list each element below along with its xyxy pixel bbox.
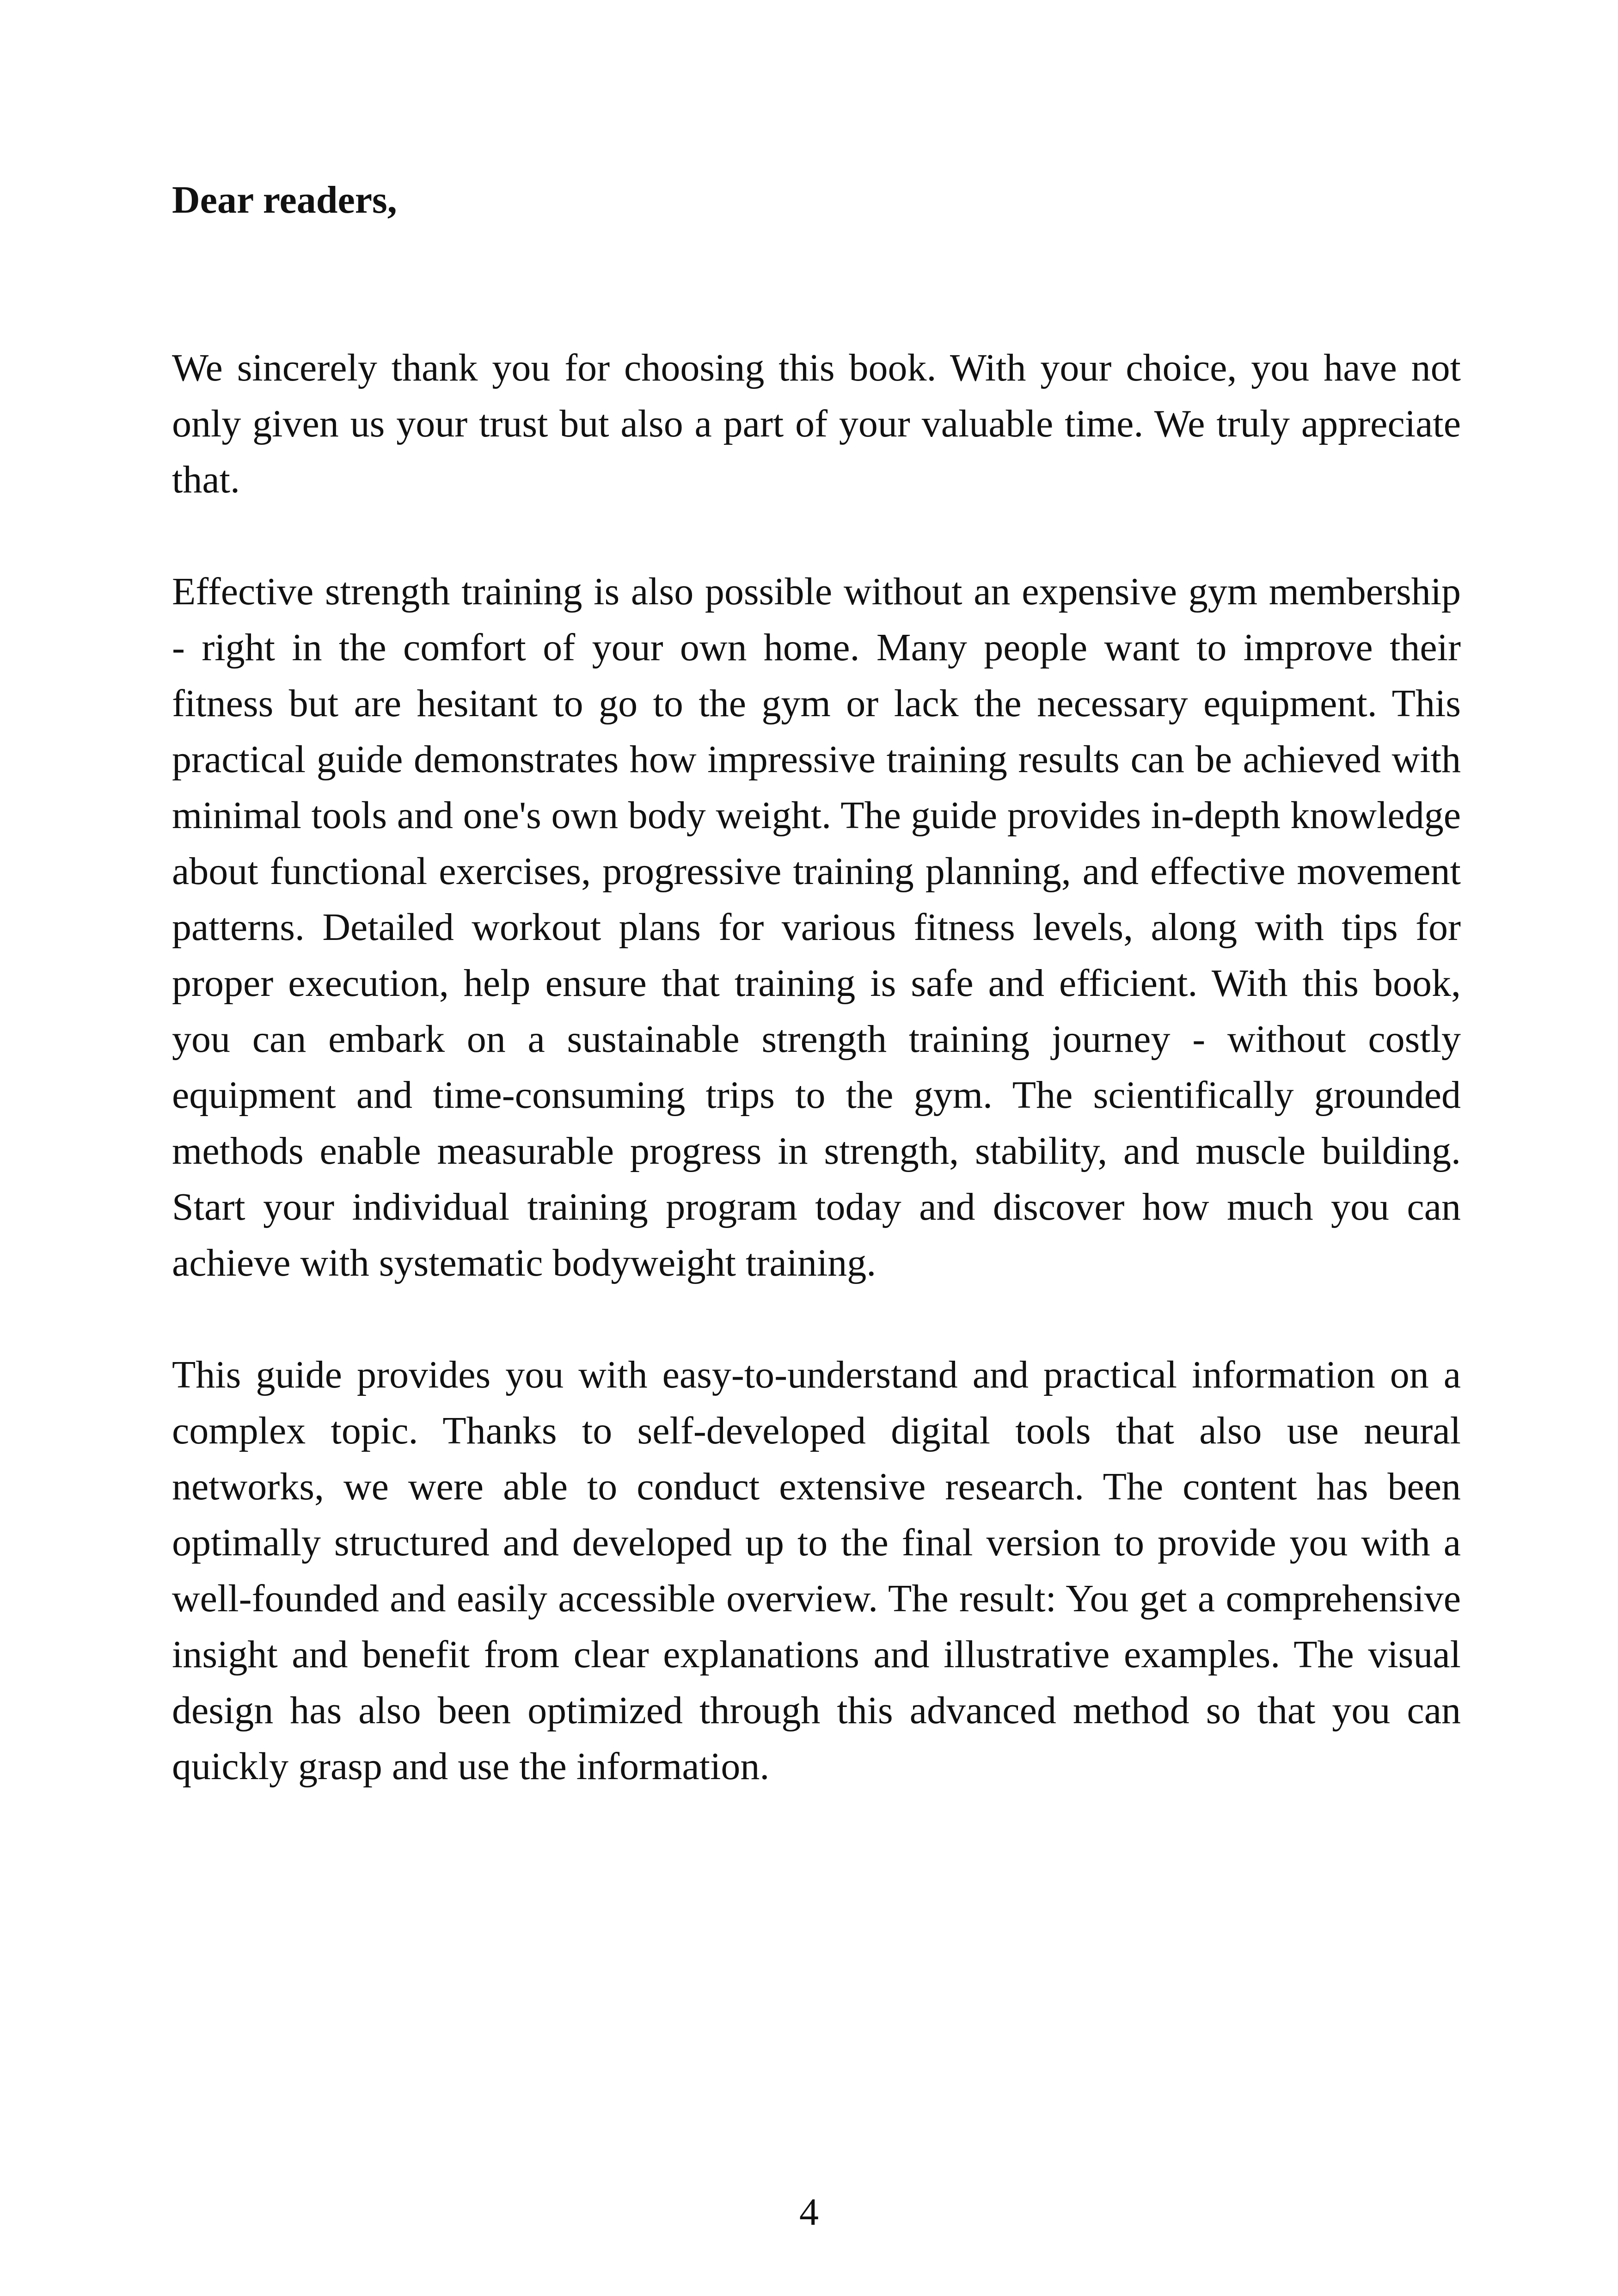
paragraph-thanks: We sincerely thank you for choosing this book. With your choice, you have not only given us your trust but also a part of your valuable time. We truly appreciate that. bbox=[172, 346, 1461, 501]
paragraph-research-method: This guide provides you with easy-to-understand and practical information on a complex topic. Thanks to self-developed digital tools that also use neural networks, we were able to conduct extensive research. The content has been optimally structured and developed up to the final version to provide you with a well-founded and easily accessible overview. The result: You get a comprehensive insight and benefit from clear explanations and illustrative examples. The visual design has also been optimized through this advanced method so that you can quickly grasp and use the information. bbox=[172, 1353, 1461, 1788]
letter-body bbox=[172, 340, 1461, 1850]
paragraph-book-overview: Effective strength training is also possible without an expensive gym membership - right in the comfort of your own home. Many people want to improve their fitness but are hesitant to go to the gym or lack the necessary equipment. This practical guide demonstrates how impressive training results can be achieved with minimal tools and one's own body weight. The guide provides in-depth knowledge about functional exercises, progressive training planning, and effective movement patterns. Detailed workout plans for various fitness levels, along with tips for proper execution, help ensure that training is safe and efficient. With this book, you can embark on a sustainable strength training journey - without costly equipment and time-consuming trips to the gym. The scientifically grounded methods enable measurable progress in strength, stability, and muscle building. Start your individual training program today and discover how much you can achieve with systematic bodyweight training. bbox=[172, 570, 1461, 1284]
letter-salutation: Dear readers, bbox=[172, 178, 397, 221]
page-number: 4 bbox=[799, 2191, 819, 2234]
